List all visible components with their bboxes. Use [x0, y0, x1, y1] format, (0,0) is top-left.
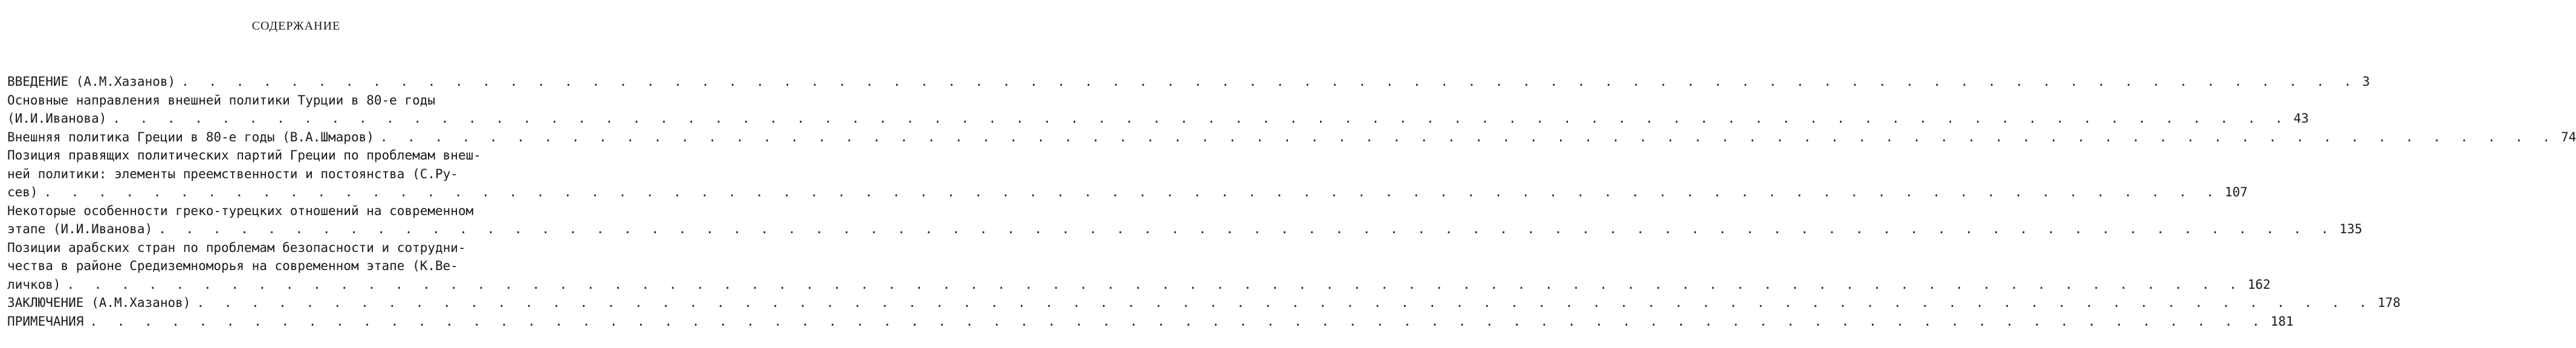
- table-of-contents: [7, 72, 2576, 330]
- toc-line: [7, 239, 597, 257]
- toc-line: [7, 257, 597, 276]
- dot-leader: . . . . . . . . . . . . . . . . . . . . . . . . . . . . . . . . . . . . . . . . . . . . . . . . . . . . . . . . . . . . . . . . . . . . . . . . . . . . . . . .: [158, 222, 2335, 236]
- toc-entry-title: Внешняя политика Греции в 80-е годы (В.А.Шмаров): [7, 129, 374, 144]
- toc-entry-title-continued: сев): [7, 185, 38, 199]
- toc-entry-title-continued: ней политики: элементы преемственности и постоянства (С.Ру-: [7, 166, 458, 181]
- toc-line: [7, 109, 2309, 128]
- toc-entry-title-continued: этапе (И.И.Иванова): [7, 222, 153, 236]
- toc-line: [7, 72, 2371, 91]
- toc-page-number: 107: [2224, 185, 2248, 199]
- page-title: СОДЕРЖАНИЕ: [251, 19, 341, 33]
- dot-leader: . . . . . . . . . . . . . . . . . . . . . . . . . . . . . . . . . . . . . . . . . . . . . . . . . . . . . . . . . . . . . . . . . . . . . . . . . . . . . . . .: [112, 111, 2289, 126]
- toc-line: [7, 276, 2271, 294]
- toc-entry-turkey-foreign-policy: [7, 91, 2309, 128]
- toc-line: [7, 202, 597, 221]
- toc-line: [7, 146, 597, 165]
- toc-line: [7, 294, 2401, 312]
- toc-entry-title: Некоторые особенности греко-турецких отношений на современном: [7, 203, 474, 218]
- toc-entry-notes: [7, 312, 2294, 331]
- toc-line: [7, 183, 2248, 202]
- dot-leader: . . . . . . . . . . . . . . . . . . . . . . . . . . . . . . . . . . . . . . . . . . . . . . . . . . . . . . . . . . . . . . . . . . . . . . . . . . . . . . . .: [196, 295, 2373, 310]
- toc-entry-greek-turkish-relations: [7, 202, 2363, 239]
- toc-entry-title: Основные направления внешней политики Турции в 80-е годы: [7, 92, 436, 108]
- toc-page-number: 181: [2270, 314, 2294, 329]
- toc-line: [7, 165, 597, 184]
- dot-leader: . . . . . . . . . . . . . . . . . . . . . . . . . . . . . . . . . . . . . . . . . . . . . . . . . . . . . . . . . . . . . . . . . . . . . . . . . . . . . . . .: [181, 74, 2358, 89]
- toc-line: [7, 220, 2363, 239]
- toc-entry-title: ВВЕДЕНИЕ (А.М.Хазанов): [7, 74, 176, 89]
- toc-entry-conclusion: [7, 294, 2401, 312]
- dot-leader: . . . . . . . . . . . . . . . . . . . . . . . . . . . . . . . . . . . . . . . . . . . . . . . . . . . . . . . . . . . . . . . . . . . . . . . . . . . . . . . .: [380, 129, 2557, 144]
- dot-leader: . . . . . . . . . . . . . . . . . . . . . . . . . . . . . . . . . . . . . . . . . . . . . . . . . . . . . . . . . . . . . . . . . . . . . . . . . . . . . . . .: [66, 277, 2243, 292]
- dot-leader: . . . . . . . . . . . . . . . . . . . . . . . . . . . . . . . . . . . . . . . . . . . . . . . . . . . . . . . . . . . . . . . . . . . . . . . . . . . . . . . .: [44, 185, 2220, 199]
- toc-page-number: 135: [2339, 222, 2363, 236]
- toc-page-number: 43: [2293, 111, 2309, 126]
- toc-page-number: 3: [2362, 74, 2371, 89]
- toc-entry-introduction: [7, 72, 2371, 91]
- dot-leader: . . . . . . . . . . . . . . . . . . . . . . . . . . . . . . . . . . . . . . . . . . . . . . . . . . . . . . . . . . . . . . . . . . . . . . . . . . . . . . . .: [89, 314, 2266, 329]
- toc-entry-title-continued: личков): [7, 277, 61, 292]
- toc-entry-title: ПРИМЕЧАНИЯ: [7, 314, 84, 329]
- toc-page-number: 178: [2377, 295, 2401, 310]
- toc-line: [7, 312, 2294, 331]
- toc-entry-arab-states-position: [7, 239, 2271, 294]
- toc-page-number: 162: [2247, 277, 2271, 292]
- toc-page-number: 74: [2561, 129, 2576, 144]
- toc-entry-title-continued: чества в районе Средиземноморья на современном этапе (К.Ве-: [7, 259, 458, 273]
- toc-entry-title: ЗАКЛЮЧЕНИЕ (А.М.Хазанов): [7, 295, 191, 310]
- toc-entry-title: Позиции арабских стран по проблемам безопасности и сотрудни-: [7, 240, 466, 255]
- toc-line: [7, 91, 597, 110]
- toc-entry-title: Позиция правящих политических партий Греции по проблемам внеш-: [7, 148, 481, 163]
- toc-entry-greek-parties-position: [7, 146, 2248, 202]
- toc-entry-title-continued: (И.И.Иванова): [7, 111, 107, 126]
- toc-entry-greece-foreign-policy: [7, 128, 2576, 147]
- toc-line: [7, 128, 2576, 147]
